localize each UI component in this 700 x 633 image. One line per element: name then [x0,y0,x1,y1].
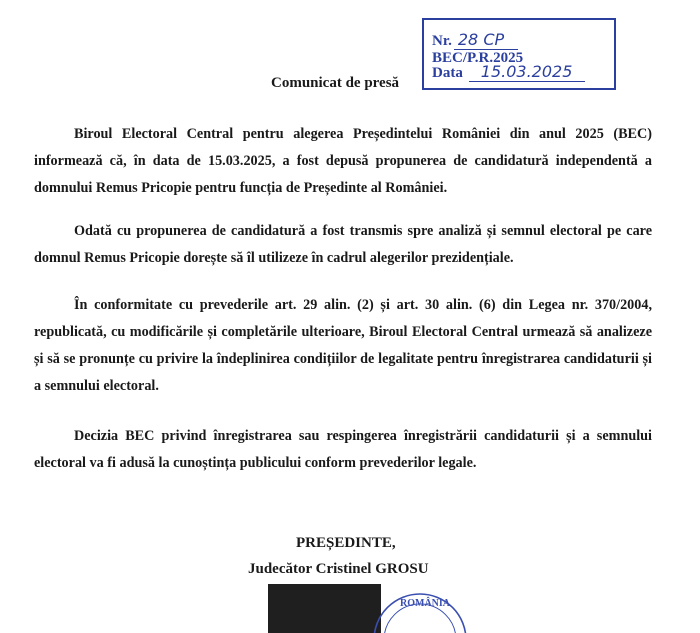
date-handwritten-value: 15.03.2025 [469,62,585,82]
signature-role: PREȘEDINTE, [296,535,396,551]
redacted-signature-block [268,584,381,633]
nr-label: Nr. [432,33,452,49]
seal-text: ROMÂNIA [400,598,450,609]
official-seal-icon [372,584,472,633]
paragraph-3: În conformitate cu prevederile art. 29 alin. (2) și art. 30 alin. (6) din Legea nr. 370/2004, republicată, cu modificările și completările ulterioare, Biroul Electoral Central urmează să analizeze și să se pronunțe cu privire la îndeplinirea condițiilor de legalitate pentru înregistrarea candidaturii și a semnului electoral. [34,297,652,394]
nr-suffix: BEC/P.R.2025 [432,50,524,66]
document-title: Comunicat de presă [271,75,400,91]
registration-date-row [432,62,587,82]
date-label: Data [432,65,463,81]
signature-name: Judecător Cristinel GROSU [248,561,429,577]
nr-handwritten-value: 28 CP [454,30,518,50]
registration-stamp [422,18,616,90]
paragraph-4: Decizia BEC privind înregistrarea sau respingerea înregistrării candidaturii și a semnului electoral va fi adusă la cunoștința publicului conform prevederilor legale. [34,428,652,471]
paragraph-1: Biroul Electoral Central pentru alegerea Președintelui României din anul 2025 (BEC) informează că, în data de 15.03.2025, a fost depusă propunerea de candidatură independentă a domnului Remus Pricopie pentru funcția de Președinte al României. [34,126,652,196]
paragraph-2: Odată cu propunerea de candidatură a fost transmis spre analiză și semnul electoral pe care domnul Remus Pricopie dorește să îl utilizeze în cadrul alegerilor prezidențiale. [34,223,652,266]
